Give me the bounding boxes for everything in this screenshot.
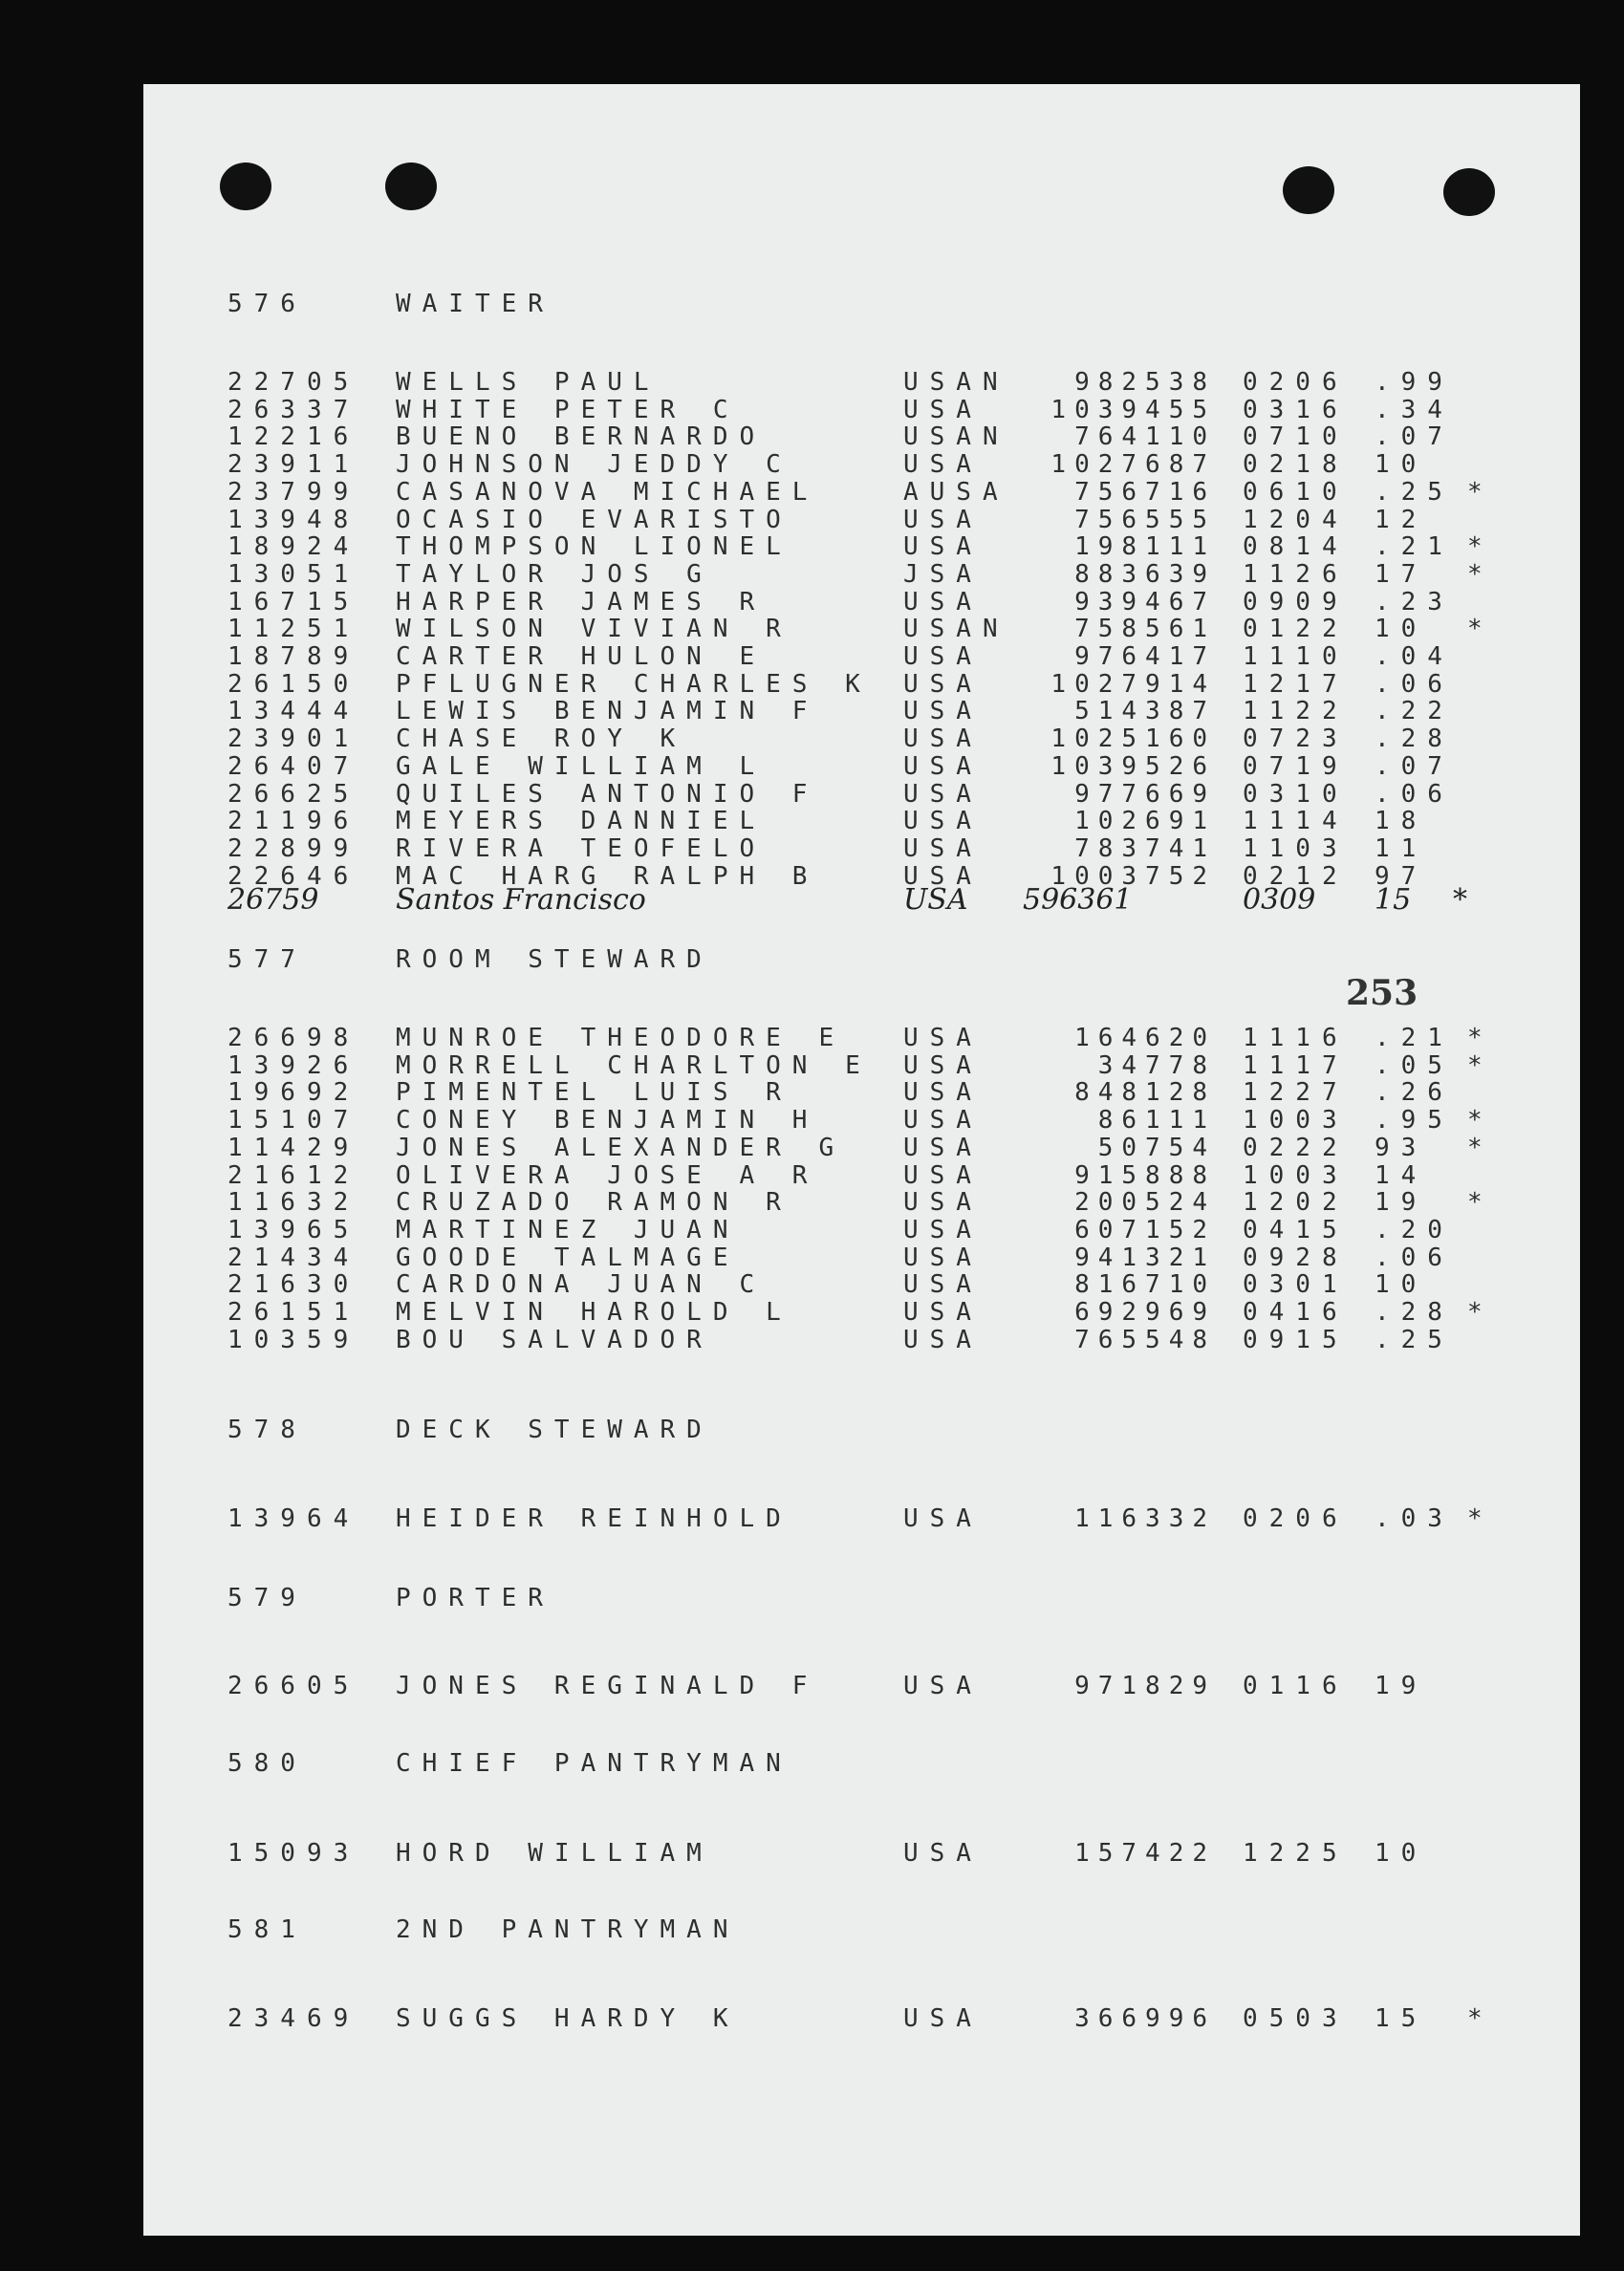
rate-value: 93	[1375, 1133, 1428, 1162]
record-id: 21434	[227, 1243, 360, 1272]
certificate-number: 514387	[1074, 697, 1216, 726]
rate-value: .95	[1375, 1106, 1454, 1136]
certificate-number: 164620	[1074, 1024, 1216, 1052]
record-id: 13964	[227, 1504, 360, 1533]
crew-name: GALE WILLIAM L	[396, 751, 767, 781]
date-code: 0206	[1243, 1504, 1349, 1533]
punch-hole	[385, 162, 437, 210]
crew-name: CHASE ROY K	[396, 725, 687, 754]
certificate-number: 976417	[1074, 642, 1216, 671]
certificate-number: 607152	[1074, 1215, 1216, 1244]
certificate-number: 116332	[1074, 1504, 1216, 1533]
record-id: 11251	[227, 615, 360, 644]
record-id: 18789	[227, 642, 360, 671]
crew-name: OCASIO EVARISTO	[396, 505, 792, 534]
record-id: 23469	[227, 2004, 360, 2033]
asterisk-mark: *	[1467, 1188, 1494, 1218]
nationality: USA	[903, 2004, 983, 2033]
crew-name: SUGGS HARDY K	[396, 2004, 740, 2033]
date-code: 0116	[1243, 1672, 1349, 1700]
rate-value: 10	[1375, 1270, 1428, 1300]
record-id: 26698	[227, 1024, 360, 1052]
date-code: 1122	[1243, 697, 1349, 726]
rate-value: .05	[1375, 1050, 1454, 1080]
crew-name: WELLS PAUL	[396, 368, 660, 397]
certificate-number: 1039455	[1050, 395, 1216, 424]
certificate-number: 915888	[1074, 1160, 1216, 1190]
nationality: USA	[903, 1672, 983, 1700]
crew-name: MEYERS DANNIEL	[396, 807, 767, 836]
asterisk-mark: *	[1467, 2004, 1494, 2033]
record-id: 26407	[227, 751, 360, 781]
date-code: 0719	[1243, 751, 1349, 781]
certificate-number: 86111	[1097, 1106, 1216, 1136]
rate-value: .23	[1375, 587, 1454, 616]
nationality: USA	[903, 807, 983, 836]
date-code: 1003	[1243, 1106, 1349, 1136]
rate-value: .07	[1375, 751, 1454, 781]
section-code: 577	[227, 945, 307, 974]
nationality: USA	[903, 697, 983, 726]
record-id: 23799	[227, 477, 360, 507]
record-id: 26150	[227, 669, 360, 699]
crew-name: HORD WILLIAM	[396, 1839, 713, 1868]
crew-name: MUNROE THEODORE E	[396, 1024, 846, 1052]
asterisk-mark: *	[1467, 1298, 1494, 1327]
certificate-number: 198111	[1074, 532, 1216, 562]
record-id: 26605	[227, 1672, 360, 1700]
handwritten-name: Santos Francisco	[396, 883, 646, 918]
date-code: 1003	[1243, 1160, 1349, 1190]
record-id: 21630	[227, 1270, 360, 1300]
rate-value: .06	[1375, 779, 1454, 809]
crew-name: JONES REGINALD F	[396, 1672, 819, 1700]
section-code: 576	[227, 290, 307, 318]
rate-value: 18	[1375, 807, 1428, 836]
rate-value: .20	[1375, 1215, 1454, 1244]
punch-hole	[220, 162, 271, 210]
date-code: 0710	[1243, 422, 1349, 452]
record-id: 15107	[227, 1106, 360, 1136]
nationality: USA	[903, 1839, 983, 1868]
date-code: 0814	[1243, 532, 1349, 562]
rate-value: .25	[1375, 477, 1454, 507]
certificate-number: 756716	[1074, 477, 1216, 507]
certificate-number: 816710	[1074, 1270, 1216, 1300]
handwritten-id: 26759	[227, 883, 319, 918]
rate-value: 97	[1375, 861, 1428, 891]
crew-name: CARTER HULON E	[396, 642, 767, 671]
rate-value: .03	[1375, 1504, 1454, 1533]
rate-value: .22	[1375, 697, 1454, 726]
crew-name: TAYLOR JOS G	[396, 559, 713, 589]
rate-value: 10	[1375, 615, 1428, 644]
nationality: USA	[903, 1078, 983, 1108]
section-title: PORTER	[396, 1584, 554, 1612]
record-id: 18924	[227, 532, 360, 562]
crew-name: THOMPSON LIONEL	[396, 532, 792, 562]
record-id: 26625	[227, 779, 360, 809]
date-code: 0610	[1243, 477, 1349, 507]
crew-name: GOODE TALMAGE	[396, 1243, 740, 1272]
nationality: USA	[903, 450, 983, 480]
record-id: 21196	[227, 807, 360, 836]
certificate-number: 692969	[1074, 1298, 1216, 1327]
crew-name: JOHNSON JEDDY C	[396, 450, 792, 480]
date-code: 0218	[1243, 450, 1349, 480]
record-id: 15093	[227, 1839, 360, 1868]
rate-value: 10	[1375, 450, 1428, 480]
record-id: 19692	[227, 1078, 360, 1108]
certificate-number: 1039526	[1050, 751, 1216, 781]
certificate-number: 783741	[1074, 833, 1216, 863]
record-id: 13051	[227, 559, 360, 589]
handwritten-date: 0309	[1243, 883, 1316, 918]
record-id: 13948	[227, 505, 360, 534]
crew-name: CARDONA JUAN C	[396, 1270, 767, 1300]
date-code: 1114	[1243, 807, 1349, 836]
crew-name: CASANOVA MICHAEL	[396, 477, 819, 507]
certificate-number: 34778	[1097, 1050, 1216, 1080]
rate-value: .34	[1375, 395, 1454, 424]
nationality: USA	[903, 669, 983, 699]
certificate-number: 971829	[1074, 1672, 1216, 1700]
rate-value: .06	[1375, 1243, 1454, 1272]
crew-name: PIMENTEL LUIS R	[396, 1078, 792, 1108]
crew-name: QUILES ANTONIO F	[396, 779, 819, 809]
rate-value: .21	[1375, 1024, 1454, 1052]
certificate-number: 1027687	[1050, 450, 1216, 480]
crew-name: MARTINEZ JUAN	[396, 1215, 740, 1244]
date-code: 1116	[1243, 1024, 1349, 1052]
rate-value: .28	[1375, 1298, 1454, 1327]
date-code: 1227	[1243, 1078, 1349, 1108]
certificate-number: 102691	[1074, 807, 1216, 836]
certificate-number: 941321	[1074, 1243, 1216, 1272]
nationality: USA	[903, 1024, 983, 1052]
date-code: 0909	[1243, 587, 1349, 616]
rate-value: .07	[1375, 422, 1454, 452]
rate-value: 11	[1375, 833, 1428, 863]
date-code: 0122	[1243, 615, 1349, 644]
crew-name: BUENO BERNARDO	[396, 422, 767, 452]
rate-value: 17	[1375, 559, 1428, 589]
nationality: USA	[903, 1106, 983, 1136]
asterisk-mark: *	[1467, 1504, 1494, 1533]
date-code: 0310	[1243, 779, 1349, 809]
rate-value: 14	[1375, 1160, 1428, 1190]
record-id: 11429	[227, 1133, 360, 1162]
record-id: 13965	[227, 1215, 360, 1244]
nationality: USA	[903, 1270, 983, 1300]
nationality: USA	[903, 1215, 983, 1244]
handwritten-number: 596361	[1023, 883, 1133, 918]
record-id: 26151	[227, 1298, 360, 1327]
record-id: 16715	[227, 587, 360, 616]
record-id: 12216	[227, 422, 360, 452]
certificate-number: 1027914	[1050, 669, 1216, 699]
crew-name: LEWIS BENJAMIN F	[396, 697, 819, 726]
certificate-number: 764110	[1074, 422, 1216, 452]
certificate-number: 1025160	[1050, 725, 1216, 754]
nationality: USA	[903, 861, 983, 891]
date-code: 0206	[1243, 368, 1349, 397]
certificate-number: 157422	[1074, 1839, 1216, 1868]
record-id: 10359	[227, 1325, 360, 1354]
date-code: 0316	[1243, 395, 1349, 424]
record-id: 22899	[227, 833, 360, 863]
date-code: 1225	[1243, 1839, 1349, 1868]
page-number: 253	[1346, 973, 1418, 1013]
asterisk-mark: *	[1467, 1050, 1494, 1080]
section-title: CHIEF PANTRYMAN	[396, 1749, 792, 1778]
nationality: USAN	[903, 368, 1009, 397]
record-id: 23911	[227, 450, 360, 480]
section-title: 2ND PANTRYMAN	[396, 1915, 740, 1944]
crew-name: WILSON VIVIAN R	[396, 615, 792, 644]
crew-name: PFLUGNER CHARLES K	[396, 669, 872, 699]
certificate-number: 366996	[1074, 2004, 1216, 2033]
nationality: USA	[903, 833, 983, 863]
rate-value: .26	[1375, 1078, 1454, 1108]
nationality: USAN	[903, 615, 1009, 644]
rate-value: .99	[1375, 368, 1454, 397]
document-page	[143, 84, 1580, 2236]
certificate-number: 1003752	[1050, 861, 1216, 891]
date-code: 1126	[1243, 559, 1349, 589]
date-code: 1204	[1243, 505, 1349, 534]
crew-name: MORRELL CHARLTON E	[396, 1050, 872, 1080]
record-id: 11632	[227, 1188, 360, 1218]
handwritten-nationality: USA	[903, 883, 968, 918]
certificate-number: 977669	[1074, 779, 1216, 809]
crew-name: CONEY BENJAMIN H	[396, 1106, 819, 1136]
asterisk-mark: *	[1467, 615, 1494, 644]
certificate-number: 756555	[1074, 505, 1216, 534]
date-code: 0723	[1243, 725, 1349, 754]
certificate-number: 848128	[1074, 1078, 1216, 1108]
nationality: USA	[903, 1243, 983, 1272]
rate-value: .21	[1375, 532, 1454, 562]
nationality: USA	[903, 1133, 983, 1162]
date-code: 1202	[1243, 1188, 1349, 1218]
crew-name: BOU SALVADOR	[396, 1325, 713, 1354]
record-id: 23901	[227, 725, 360, 754]
date-code: 1217	[1243, 669, 1349, 699]
certificate-number: 883639	[1074, 559, 1216, 589]
certificate-number: 758561	[1074, 615, 1216, 644]
record-id: 21612	[227, 1160, 360, 1190]
section-code: 581	[227, 1915, 307, 1944]
certificate-number: 50754	[1097, 1133, 1216, 1162]
date-code: 0928	[1243, 1243, 1349, 1272]
section-title: WAITER	[396, 290, 554, 318]
date-code: 0503	[1243, 2004, 1349, 2033]
nationality: USA	[903, 1504, 983, 1533]
rate-value: 15	[1375, 2004, 1428, 2033]
record-id: 22646	[227, 861, 360, 891]
asterisk-mark: *	[1467, 1133, 1494, 1162]
date-code: 0222	[1243, 1133, 1349, 1162]
date-code: 0212	[1243, 861, 1349, 891]
punch-hole	[1283, 166, 1334, 214]
rate-value: .04	[1375, 642, 1454, 671]
certificate-number: 982538	[1074, 368, 1216, 397]
date-code: 1117	[1243, 1050, 1349, 1080]
asterisk-mark: *	[1467, 1106, 1494, 1136]
rate-value: 10	[1375, 1839, 1428, 1868]
section-code: 579	[227, 1584, 307, 1612]
crew-name: CRUZADO RAMON R	[396, 1188, 792, 1218]
date-code: 0915	[1243, 1325, 1349, 1354]
section-title: DECK STEWARD	[396, 1416, 713, 1444]
nationality: USA	[903, 1160, 983, 1190]
crew-name: HARPER JAMES R	[396, 587, 767, 616]
nationality: AUSA	[903, 477, 1009, 507]
record-id: 13444	[227, 697, 360, 726]
certificate-number: 939467	[1074, 587, 1216, 616]
section-title: ROOM STEWARD	[396, 945, 713, 974]
asterisk-mark: *	[1467, 477, 1494, 507]
certificate-number: 765548	[1074, 1325, 1216, 1354]
rate-value: 19	[1375, 1188, 1428, 1218]
rate-value: .06	[1375, 669, 1454, 699]
punch-hole	[1443, 168, 1495, 216]
handwritten-mark: *	[1453, 883, 1467, 918]
record-id: 22705	[227, 368, 360, 397]
handwritten-rate: 15	[1375, 883, 1412, 918]
nationality: USA	[903, 725, 983, 754]
nationality: USA	[903, 642, 983, 671]
nationality: USA	[903, 1325, 983, 1354]
nationality: USA	[903, 1298, 983, 1327]
rate-value: .28	[1375, 725, 1454, 754]
crew-name: OLIVERA JOSE A R	[396, 1160, 819, 1190]
certificate-number: 200524	[1074, 1188, 1216, 1218]
nationality: USA	[903, 1050, 983, 1080]
nationality: USA	[903, 779, 983, 809]
date-code: 0416	[1243, 1298, 1349, 1327]
nationality: USAN	[903, 422, 1009, 452]
date-code: 1110	[1243, 642, 1349, 671]
rate-value: 12	[1375, 505, 1428, 534]
crew-name: JONES ALEXANDER G	[396, 1133, 846, 1162]
nationality: JSA	[903, 559, 983, 589]
section-code: 578	[227, 1416, 307, 1444]
rate-value: .25	[1375, 1325, 1454, 1354]
nationality: USA	[903, 587, 983, 616]
asterisk-mark: *	[1467, 559, 1494, 589]
rate-value: 19	[1375, 1672, 1428, 1700]
record-id: 13926	[227, 1050, 360, 1080]
asterisk-mark: *	[1467, 1024, 1494, 1052]
crew-name: WHITE PETER C	[396, 395, 740, 424]
nationality: USA	[903, 751, 983, 781]
crew-name: HEIDER REINHOLD	[396, 1504, 792, 1533]
nationality: USA	[903, 505, 983, 534]
asterisk-mark: *	[1467, 532, 1494, 562]
date-code: 0301	[1243, 1270, 1349, 1300]
crew-name: MELVIN HAROLD L	[396, 1298, 792, 1327]
date-code: 1103	[1243, 833, 1349, 863]
nationality: USA	[903, 532, 983, 562]
section-code: 580	[227, 1749, 307, 1778]
record-id: 26337	[227, 395, 360, 424]
nationality: USA	[903, 395, 983, 424]
crew-name: RIVERA TEOFELO	[396, 833, 767, 863]
nationality: USA	[903, 1188, 983, 1218]
date-code: 0415	[1243, 1215, 1349, 1244]
crew-name: MAC HARG RALPH B	[396, 861, 819, 891]
